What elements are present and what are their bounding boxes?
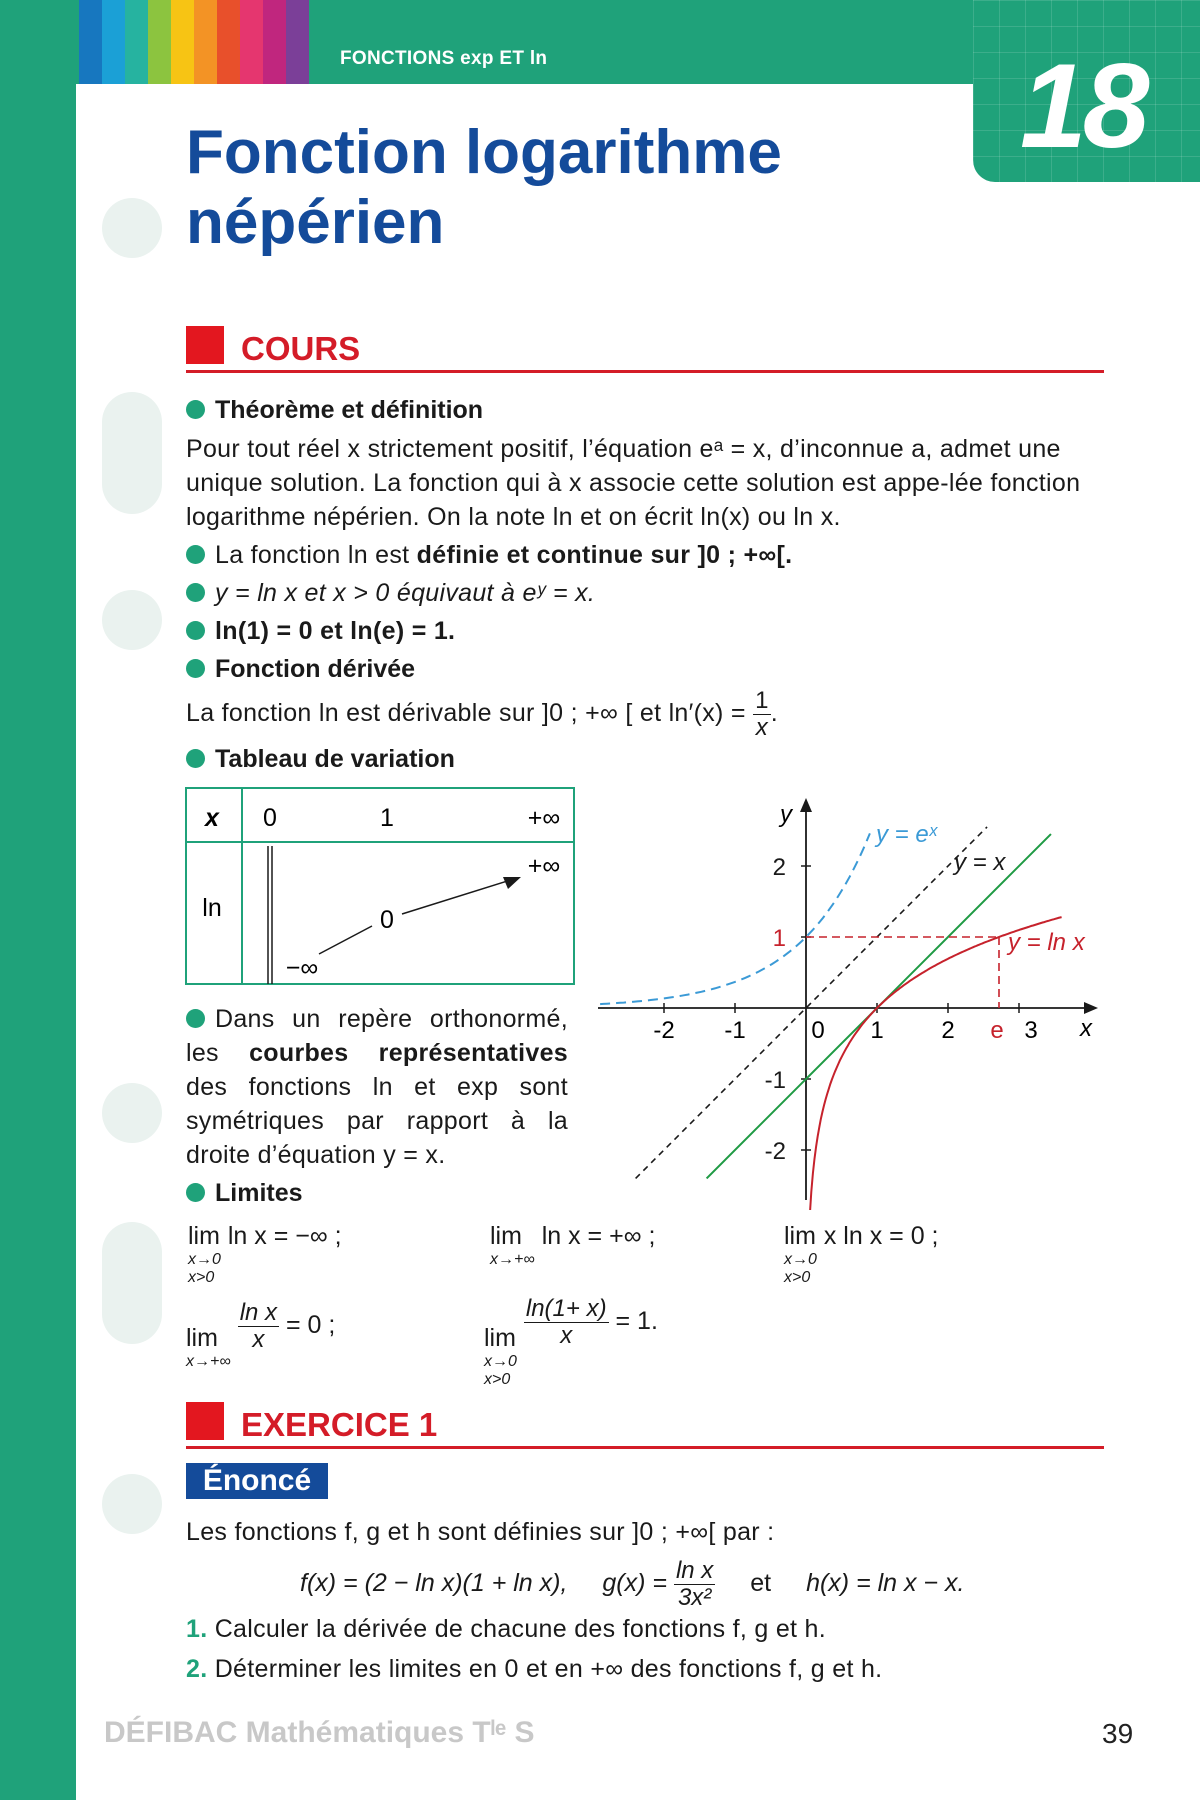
lim-fraction — [524, 1296, 609, 1349]
bullet-definition-text: La fonction ln est — [215, 541, 417, 569]
question-1 — [186, 1612, 1106, 1646]
exercise-intro: Les fonctions f, g et h sont définies sur ]0 ; +∞[ par : — [186, 1518, 775, 1546]
color-stripe — [79, 0, 102, 84]
lim-sub: x→0 — [188, 1251, 221, 1268]
table-ln-value: +∞ — [527, 852, 561, 880]
page-title — [186, 118, 782, 258]
derivee-heading-text: Fonction dérivée — [215, 655, 416, 683]
binding-hole — [102, 198, 162, 258]
theorem-heading-text: Théorème et définition — [215, 396, 484, 424]
bullet-dot — [186, 545, 205, 564]
bullet-dot — [186, 1009, 205, 1028]
h-definition: h(x) = ln x − x. — [806, 1569, 965, 1598]
limit-1 — [188, 1222, 342, 1287]
y-tick-label: -1 — [764, 1067, 786, 1094]
derivee-fraction — [753, 688, 771, 741]
title-line-1: Fonction logarithme — [186, 118, 782, 187]
lim-word: lim — [186, 1324, 218, 1352]
identity-label: y = x — [954, 849, 1006, 876]
limit-4 — [186, 1300, 335, 1371]
table-ln-value: 0 — [380, 906, 394, 934]
courbes-text-c: des fonctions ln et exp sont symétriques par rapport à la droite d’équation y = x. — [186, 1073, 568, 1169]
fraction-numerator: ln(1+ x) — [525, 1295, 607, 1322]
color-stripe — [148, 0, 171, 84]
bullet-dot — [186, 621, 205, 640]
variation-arrow-lower — [319, 926, 372, 954]
color-stripe — [194, 0, 217, 84]
ln-curve — [808, 917, 1061, 1210]
limites-heading — [186, 1176, 303, 1210]
bullet-dot — [186, 400, 205, 419]
lim-word: lim — [188, 1222, 220, 1250]
section-heading-cours — [186, 324, 1104, 373]
tableau-heading-text: Tableau de variation — [215, 745, 455, 773]
section-heading-exercice — [186, 1400, 1104, 1449]
courbes-text-b: courbes représentatives — [249, 1039, 568, 1067]
bullet-equivalence-text: y = ln x et x > 0 équivaut à eʸ = x. — [215, 579, 596, 607]
limites-heading-text: Limites — [215, 1179, 303, 1207]
enonce-label: Énoncé — [186, 1463, 328, 1499]
fraction-denominator: x — [252, 1326, 265, 1353]
x-axis-label: x — [1080, 1015, 1092, 1042]
lim-fraction — [238, 1300, 279, 1353]
y-tick-label: 2 — [772, 854, 786, 881]
bullet-definition-bold: définie et continue sur ]0 ; +∞[. — [416, 541, 793, 569]
e-tick-label: e — [990, 1017, 1004, 1044]
page-number: 39 — [1102, 1718, 1134, 1749]
section-square — [186, 1402, 224, 1440]
exp-label: y = eˣ — [876, 821, 937, 848]
variation-table — [184, 786, 577, 986]
binding-hole — [102, 1083, 162, 1143]
binding-hole — [102, 590, 162, 650]
bullet-definition — [186, 538, 1106, 572]
lim-sub: x→+∞ — [490, 1251, 535, 1268]
et-word: et — [750, 1569, 772, 1598]
color-stripe — [240, 0, 263, 84]
bullet-dot — [186, 749, 205, 768]
g-prefix: g(x) = — [602, 1569, 667, 1598]
bullet-values — [186, 614, 1106, 648]
x-axis-arrow — [1084, 1002, 1098, 1014]
exp-curve — [600, 833, 870, 1004]
question-number: 1. — [186, 1615, 208, 1643]
x-tick-label: 0 — [811, 1017, 825, 1044]
identity-line — [636, 827, 987, 1178]
f-definition: f(x) = (2 − ln x)(1 + ln x), — [300, 1569, 568, 1598]
lim-sub: x>0 — [188, 1269, 215, 1286]
courbes-text — [186, 1002, 568, 1172]
fraction-numerator: ln x — [675, 1557, 714, 1584]
question-text: Calculer la dérivée de chacune des fonctions f, g et h. — [214, 1615, 827, 1643]
lim-sub: x→+∞ — [186, 1353, 231, 1370]
table-x-value: 1 — [380, 804, 394, 832]
fraction-denominator: x — [560, 1322, 573, 1349]
y-tick-label: 1 — [772, 925, 786, 952]
title-line-2: népérien — [186, 188, 445, 257]
theorem-text: Pour tout réel x strictement positif, l’équation eᵃ = x, d’inconnue a, admet une unique solution. La fonction qui à x associe cette solution est appe-lée fonction logarithme népérien. On la note ln et on écrit ln(x) ou ln x. — [186, 435, 1081, 531]
question-number: 2. — [186, 1655, 208, 1683]
section-label: COURS — [241, 330, 361, 367]
x-tick-label: -1 — [724, 1017, 746, 1044]
lim-tail: = 1. — [615, 1307, 658, 1336]
lim-word: lim — [490, 1222, 522, 1250]
lim-expr: ln x = +∞ ; — [541, 1222, 656, 1250]
question-2 — [186, 1652, 1106, 1686]
running-head: FONCTIONS exp ET ln — [340, 48, 548, 69]
lim-sub: x→0 — [784, 1251, 817, 1268]
limit-2 — [490, 1222, 655, 1269]
variation-arrow-upper — [402, 878, 517, 914]
x-tick-label: 2 — [941, 1017, 955, 1044]
derivee-text: La fonction ln est dérivable sur ]0 ; +∞ [ et ln′(x) = $\frac{1}{x}$ . — [186, 687, 778, 741]
ln-exp-graph — [598, 790, 1118, 1210]
lim-sub: x>0 — [484, 1371, 511, 1388]
fraction-denominator: x — [755, 714, 769, 741]
x-tick-label: -2 — [653, 1017, 675, 1044]
binding-hole — [102, 392, 162, 514]
color-stripe — [217, 0, 240, 84]
question-text: Déterminer les limites en 0 et en +∞ des fonctions f, g et h. — [214, 1655, 883, 1683]
table-ln-value: −∞ — [285, 954, 319, 982]
x-tick-label: 3 — [1024, 1017, 1038, 1044]
arrow-head — [503, 877, 521, 889]
section-square — [186, 326, 224, 364]
lim-word: lim — [484, 1324, 516, 1352]
color-stripes — [79, 0, 309, 84]
y-tick-label: -2 — [764, 1138, 786, 1165]
bullet-dot — [186, 659, 205, 678]
limit-3 — [784, 1222, 939, 1287]
courbes-text-a: Dans un repère orthonormé, les — [186, 1005, 568, 1067]
color-stripe — [286, 0, 309, 84]
color-stripe — [263, 0, 286, 84]
bullet-values-text: ln(1) = 0 et ln(e) = 1. — [215, 617, 456, 645]
binding-hole — [102, 1222, 162, 1344]
ln-label: y = ln x — [1008, 929, 1085, 956]
tableau-heading — [186, 742, 455, 776]
section-label: EXERCICE 1 — [241, 1406, 438, 1443]
color-stripe — [125, 0, 148, 84]
fraction-numerator: 1 — [755, 687, 769, 714]
table-x-value: 0 — [263, 804, 277, 832]
table-x-label: x — [205, 804, 219, 832]
binding-hole — [102, 1474, 162, 1534]
lim-expr: x ln x = 0 ; — [823, 1222, 939, 1250]
chapter-number: 18 — [1020, 39, 1146, 173]
bullet-dot — [186, 1183, 205, 1202]
theorem-heading — [186, 393, 483, 427]
table-ln-label: ln — [202, 894, 222, 922]
table-x-value: +∞ — [527, 804, 561, 832]
bullet-dot — [186, 583, 205, 602]
g-fraction — [674, 1558, 715, 1611]
lim-expr: ln x = −∞ ; — [227, 1222, 342, 1250]
exercise-definitions — [300, 1558, 964, 1611]
y-axis-label: y — [780, 801, 792, 828]
footer-brand: DÉFIBAC Mathématiques Tˡᵉ S — [104, 1716, 535, 1749]
lim-sub: x→0 — [484, 1353, 517, 1370]
bullet-equivalence — [186, 576, 1106, 610]
lim-tail: = 0 ; — [286, 1311, 336, 1340]
derivee-sentence: La fonction ln est dérivable sur ]0 ; +∞ [ et ln′(x) = — [186, 699, 746, 728]
derivee-heading — [186, 652, 415, 686]
lim-sub: x>0 — [784, 1269, 811, 1286]
fraction-numerator: ln x — [239, 1299, 278, 1326]
color-stripe — [102, 0, 125, 84]
fraction-denominator: 3x² — [677, 1584, 712, 1611]
limit-5 — [484, 1296, 658, 1389]
lim-word: lim — [784, 1222, 816, 1250]
x-tick-label: 1 — [870, 1017, 884, 1044]
y-axis-arrow — [800, 798, 812, 812]
left-color-bar — [0, 0, 76, 1800]
color-stripe — [171, 0, 194, 84]
